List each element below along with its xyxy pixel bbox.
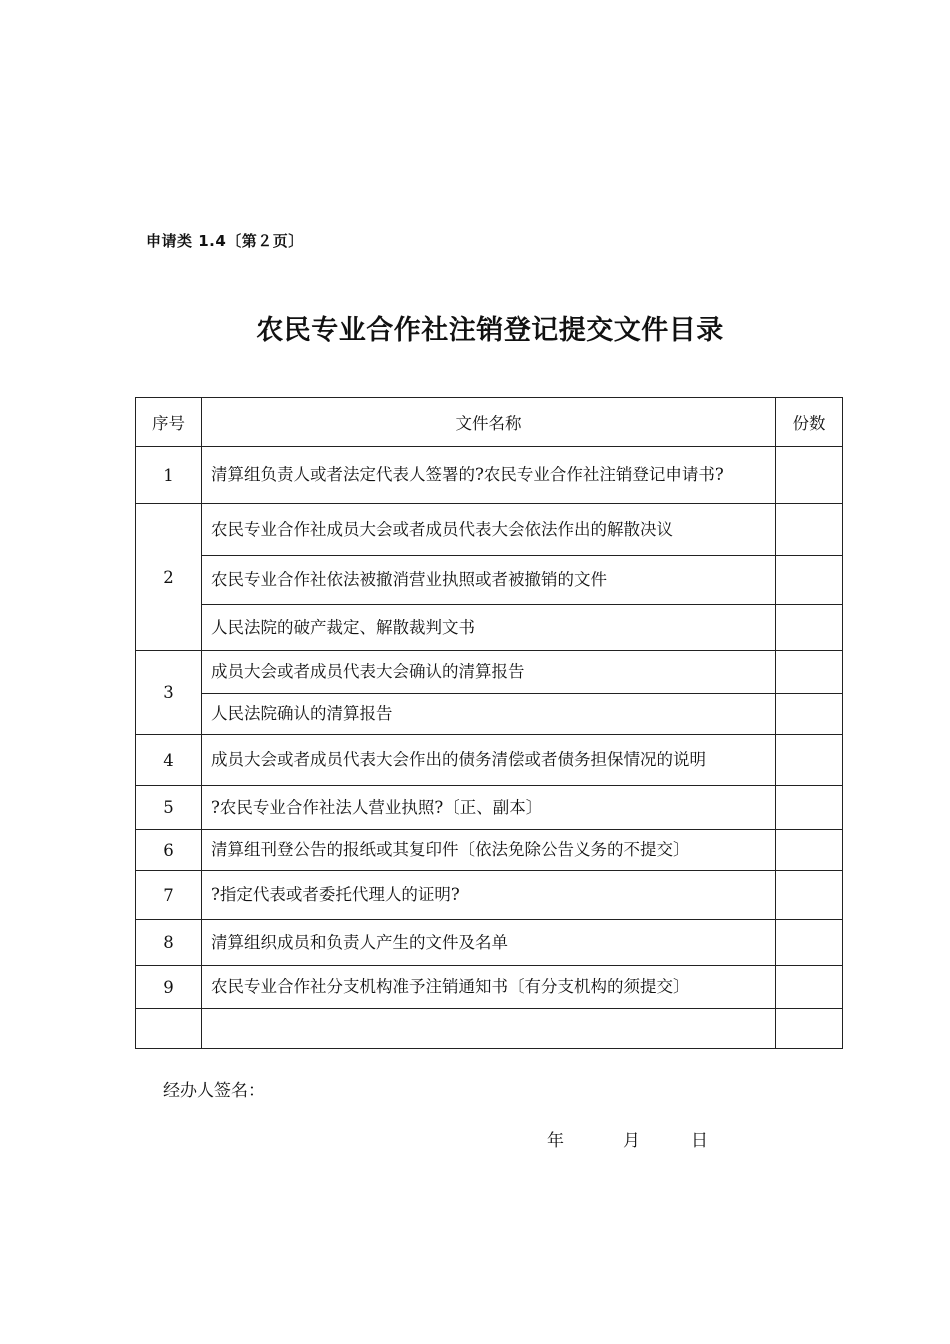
table-row xyxy=(136,694,843,735)
table-row xyxy=(136,735,843,786)
row-file-name[interactable] xyxy=(202,1009,776,1049)
row-seq: 5 xyxy=(136,786,202,830)
row-file-name: 清算组刊登公告的报纸或其复印件〔依法免除公告义务的不提交〕 xyxy=(202,830,776,871)
row-file-name: ?指定代表或者委托代理人的证明? xyxy=(202,871,776,920)
row-seq: 9 xyxy=(136,966,202,1009)
row-file-name: 人民法院的破产裁定、解散裁判文书 xyxy=(202,605,776,651)
row-seq: 2 xyxy=(136,504,202,651)
table-row xyxy=(136,786,843,830)
header-count: 份数 xyxy=(776,398,843,447)
row-seq: 8 xyxy=(136,920,202,966)
document-title: 农民专业合作社注销登记提交文件目录 xyxy=(256,315,724,346)
day-label: 日 xyxy=(691,1131,708,1151)
header-file-name: 文件名称 xyxy=(202,398,776,447)
file-list-table xyxy=(135,397,843,1049)
row-file-name: 成员大会或者成员代表大会作出的债务清偿或者债务担保情况的说明 xyxy=(202,735,776,786)
row-count[interactable] xyxy=(776,830,843,871)
row-count[interactable] xyxy=(776,1009,843,1049)
table-row xyxy=(136,556,843,605)
row-file-name: 农民专业合作社分支机构准予注销通知书〔有分支机构的须提交〕 xyxy=(202,966,776,1009)
form-code: 申请类 1.4〔第２页〕 xyxy=(146,232,304,250)
row-count[interactable] xyxy=(776,920,843,966)
table-row xyxy=(136,830,843,871)
row-file-name: 人民法院确认的清算报告 xyxy=(202,694,776,735)
row-file-name: 清算组织成员和负责人产生的文件及名单 xyxy=(202,920,776,966)
table-row xyxy=(136,605,843,651)
row-count[interactable] xyxy=(776,504,843,556)
row-seq: 4 xyxy=(136,735,202,786)
row-seq: 6 xyxy=(136,830,202,871)
row-seq: 1 xyxy=(136,447,202,504)
month-label: 月 xyxy=(623,1131,640,1151)
table-row xyxy=(136,966,843,1009)
row-count[interactable] xyxy=(776,871,843,920)
row-file-name: 农民专业合作社依法被撤消营业执照或者被撤销的文件 xyxy=(202,556,776,605)
row-seq: 3 xyxy=(136,651,202,735)
row-count[interactable] xyxy=(776,694,843,735)
table-row-empty xyxy=(136,1009,843,1049)
table-row xyxy=(136,920,843,966)
row-seq[interactable] xyxy=(136,1009,202,1049)
row-count[interactable] xyxy=(776,966,843,1009)
row-file-name: ?农民专业合作社法人营业执照?〔正、副本〕 xyxy=(202,786,776,830)
table-row xyxy=(136,504,843,556)
row-count[interactable] xyxy=(776,605,843,651)
row-count[interactable] xyxy=(776,556,843,605)
year-label: 年 xyxy=(547,1131,564,1151)
row-seq: 7 xyxy=(136,871,202,920)
table-row xyxy=(136,871,843,920)
row-count[interactable] xyxy=(776,651,843,694)
row-count[interactable] xyxy=(776,735,843,786)
row-file-name: 成员大会或者成员代表大会确认的清算报告 xyxy=(202,651,776,694)
signature-label: 经办人签名： xyxy=(163,1081,265,1101)
row-count[interactable] xyxy=(776,786,843,830)
table-header-row xyxy=(136,398,843,447)
row-file-name: 清算组负责人或者法定代表人签署的?农民专业合作社注销登记申请书? xyxy=(202,447,776,504)
row-count[interactable] xyxy=(776,447,843,504)
header-seq: 序号 xyxy=(136,398,202,447)
table-row xyxy=(136,651,843,694)
table-row xyxy=(136,447,843,504)
row-file-name: 农民专业合作社成员大会或者成员代表大会依法作出的解散决议 xyxy=(202,504,776,556)
